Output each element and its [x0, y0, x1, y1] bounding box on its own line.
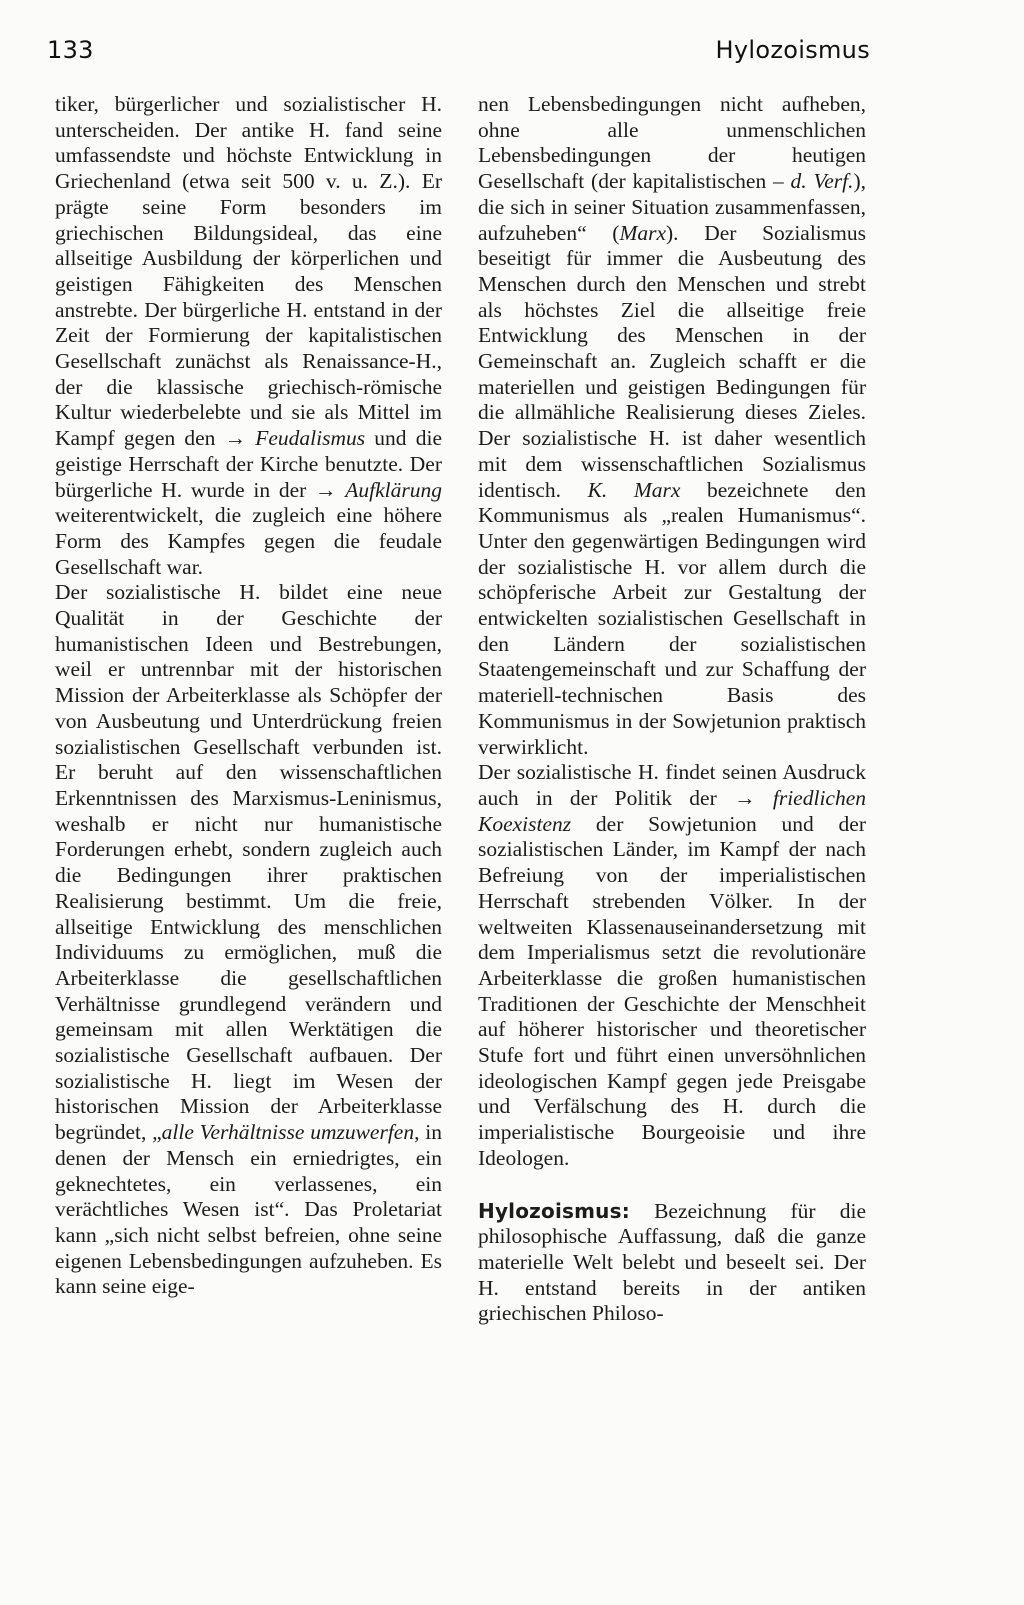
emphasis-k-marx: K. Marx [587, 477, 681, 502]
text-run: Der sozialistische H. findet seinen Ausdruck auch in der Politik der [478, 760, 866, 810]
text-run: tiker, bürgerlicher und sozialistischer H. unterscheiden. Der antike H. fand seine umfassendste und höchste Entwicklung in Griechenland (etwa seit 500 v. u. Z.). Er prägte seine Form besonders im griechischen Bildungsideal, das eine allseitige Ausbildung der körperlichen und geistigen Fähigkeiten des Menschen anstrebte. Der bürgerliche H. entstand in der Zeit der Formierung der kapitalistischen Gesellschaft zunächst als Renaissance-H., der die klassische griechisch-römische Kultur wiederbelebte und sie als Mittel im Kampf gegen den [55, 92, 442, 451]
paragraph-peaceful-coexistence [478, 760, 866, 1171]
cross-reference-arrow-icon: → [734, 785, 756, 810]
text-run: der Sowjetunion und der sozialistischen Länder, im Kampf der nach Befreiung von der imperialistischen Herrschaft strebenden Völker. In der weltweiten Klassenauseinandersetzung mit dem Imperialismus setzt die revolutionäre Arbeiterklasse die großen humanistischen Traditionen der Geschichte der Menschheit auf höherer historischer und theoretischer Stufe fort und führt einen unversöhnlichen ideologischen Kampf gegen jede Preisgabe und Verfälschung des H. durch die imperialistische Bourgeoisie und ihre Ideologen. [478, 811, 866, 1170]
cross-reference-arrow-icon: → [224, 426, 247, 451]
text-run: und die geistige Herrschaft der Kirche benutzte. Der bürgerliche H. wurde in der [55, 426, 442, 502]
cross-reference-friedliche-koexistenz[interactable]: friedlichen Koexistenz [478, 785, 866, 836]
text-run: ). Der Sozialismus beseitigt für immer die Ausbeutung des Menschen durch den Menschen und strebt als höchstes Ziel die allseitige freie Entwicklung des Menschen in der Gemeinschaft an. Zugleich schafft er die materiellen und geistigen Bedingungen für die allmähliche Realisierung dieses Zieles. Der sozialistische H. ist daher wesentlich mit dem wissenschaftlichen Sozialismus identisch. [478, 220, 866, 502]
quotation-emphasis: alle Verhältnisse umzuwerfen [161, 1120, 415, 1145]
cross-reference-arrow-icon: → [315, 477, 337, 502]
paragraph-humanism-history [55, 92, 442, 580]
text-run: Bezeichnung für die philosophische Auffassung, daß die ganze materielle Welt belebt und beseelt sei. Der H. entstand bereits in der antiken griechischen Philoso- [478, 1198, 866, 1326]
text-run: , in denen der Mensch ein erniedrigtes, ein geknechtetes, ein verlassenes, ein verächtliches Wesen ist“. Das Proletariat kann „sich nicht selbst befreien, ohne seine eigenen Lebensbedingungen aufzuheben. Es kann seine eige- [55, 1120, 442, 1299]
text-run: nen Lebensbedingungen nicht aufheben, ohne alle unmenschlichen Lebensbedingungen der heutigen Gesellschaft (der kapitalistischen – [478, 92, 866, 194]
entry-hylozoismus [478, 1199, 866, 1328]
cross-reference-feudalismus[interactable]: Feudalismus [255, 426, 366, 451]
right-column [478, 92, 866, 1327]
page-number: 133 [47, 36, 94, 64]
paragraph-socialist-humanism [55, 580, 442, 1300]
text-run: weiterentwickelt, die zugleich eine höhere Form des Kampfes gegen die feudale Gesellschaft war. [55, 503, 442, 579]
paragraph-continuation [478, 92, 866, 760]
text-run: ), die sich in seiner Situation zusammenfassen, aufzuheben“ ( [478, 169, 866, 245]
running-head: Hylozoismus [715, 36, 870, 64]
cross-reference-aufklaerung[interactable]: Aufklärung [345, 477, 443, 502]
entry-headword: Hylozoismus: [478, 1198, 630, 1223]
text-run: Der sozialistische H. bildet eine neue Qualität in der Geschichte der humanistischen Ideen und Bestrebungen, weil er untrennbar mit der historischen Mission der Arbeiterklasse als Schöpfer der von Ausbeutung und Unterdrückung freien sozialistischen Gesellschaft verbunden ist. Er beruht auf den wissenschaftlichen Erkenntnissen des Marxismus-Leninismus, weshalb er nicht nur humanistische Forderungen erhebt, sondern zugleich auch die Bedingungen ihrer praktischen Realisierung bestimmt. Um die freie, allseitige Entwicklung des menschlichen Individuums zu ermöglichen, muß die Arbeiterklasse die gesellschaftlichen Verhältnisse grundlegend verändern und gemeinsam mit allen Werktätigen die sozialistische Gesellschaft aufbauen. Der sozialistische H. liegt im Wesen der historischen Mission der Arbeiterklasse begründet, „ [55, 580, 442, 1145]
emphasis-marx: Marx [619, 220, 667, 245]
left-column [55, 92, 442, 1300]
emphasis-d-verf: d. Verf. [790, 169, 854, 194]
text-run: bezeichnete den Kommunismus als „realen Humanismus“. Unter den gegenwärtigen Bedingungen wird der sozialistische H. vor allem durch die schöpferische Arbeit zur Gestaltung der entwickelten sozialistischen Gesellschaft in den Ländern der sozialistischen Staatengemeinschaft und zur Schaffung der materiell-technischen Basis des Kommunismus in der Sowjetunion praktisch verwirklicht. [478, 477, 867, 759]
